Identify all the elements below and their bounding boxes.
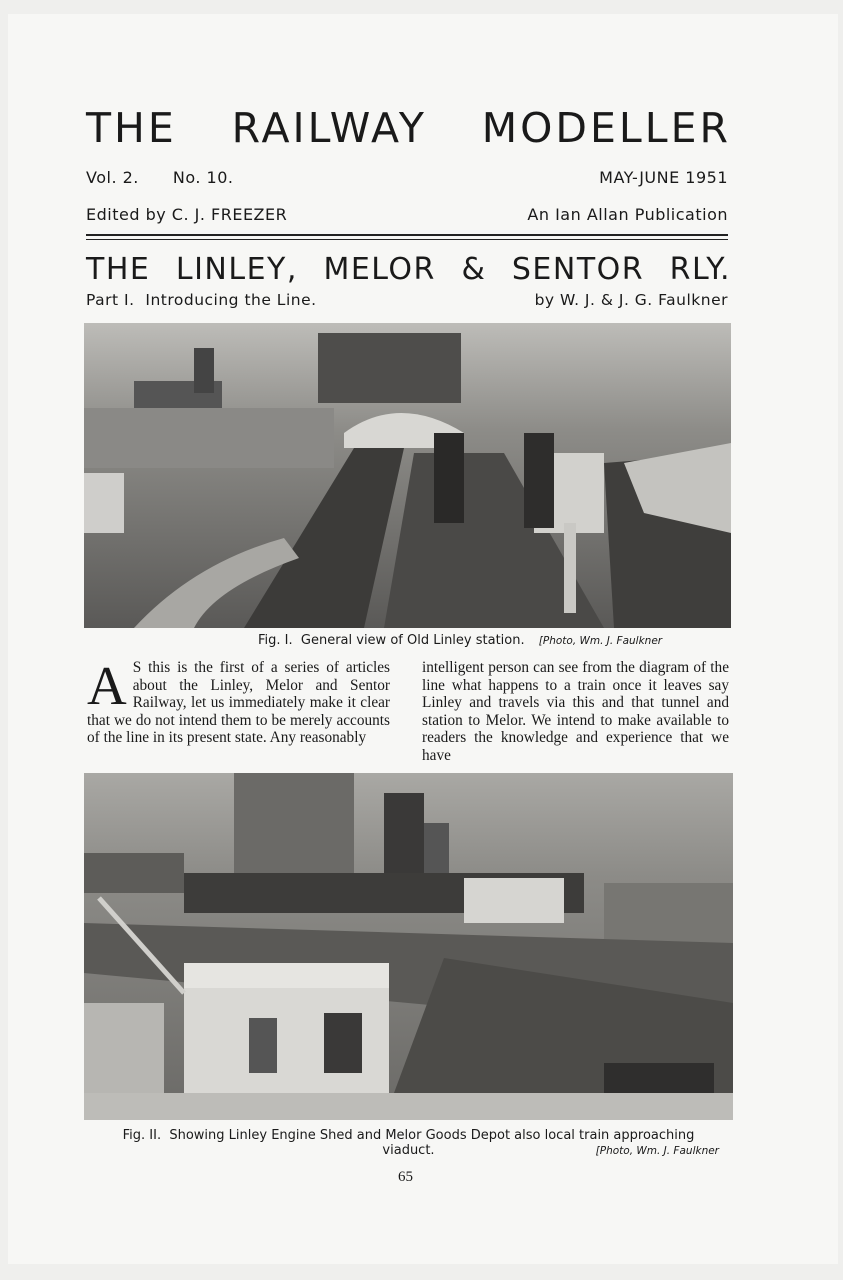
article-byline: by W. J. & J. G. Faulkner xyxy=(534,291,728,309)
article-title: THE LINLEY, MELOR & SENTOR RLY. xyxy=(86,252,731,287)
title-word: MODELLER xyxy=(481,104,731,152)
title-word: THE xyxy=(86,104,177,152)
figure-2-photo xyxy=(84,773,733,1120)
figure-1-photo xyxy=(84,323,731,628)
article-part: Part I. Introducing the Line. xyxy=(86,291,317,309)
title-word: RAILWAY xyxy=(231,104,427,152)
article-subtitle-line xyxy=(86,291,728,309)
figure-2-caption: Fig. II. Showing Linley Engine Shed and Melor Goods Depot also local train approaching viaduct. [Photo, Wm. J. Faulkner xyxy=(122,1128,719,1158)
page-number: 65 xyxy=(398,1169,413,1185)
editor: Edited by C. J. FREEZER xyxy=(86,205,288,224)
credits-line xyxy=(86,205,728,224)
issue-line xyxy=(86,168,728,187)
figure-1-credit: [Photo, Wm. J. Faulkner xyxy=(538,635,663,647)
publisher: An Ian Allan Publication xyxy=(527,205,728,224)
divider-rule xyxy=(86,239,728,240)
magazine-title xyxy=(86,104,731,152)
drop-cap: A xyxy=(87,655,127,716)
figure-2-credit: [Photo, Wm. J. Faulkner xyxy=(595,1145,719,1157)
body-column-right: intelligent person can see from the diagram of the line what happens to a train once it leaves say Linley and travels via this and that tunnel and station to Melor. We intend to make available to readers the knowledge and experience that we have xyxy=(422,659,729,764)
figure-1-caption: Fig. I. General view of Old Linley station. [Photo, Wm. J. Faulkner xyxy=(258,633,663,648)
divider-rule xyxy=(86,234,728,236)
volume-number: Vol. 2. No. 10. xyxy=(86,168,234,187)
body-column-left: A S this is the first of a series of articles about the Linley, Melor and Sentor Railway, let us immediately make it clear that we do not intend them to be merely accounts of the line in its present state. Any reasonably xyxy=(87,655,390,747)
issue-date: MAY-JUNE 1951 xyxy=(599,168,728,187)
